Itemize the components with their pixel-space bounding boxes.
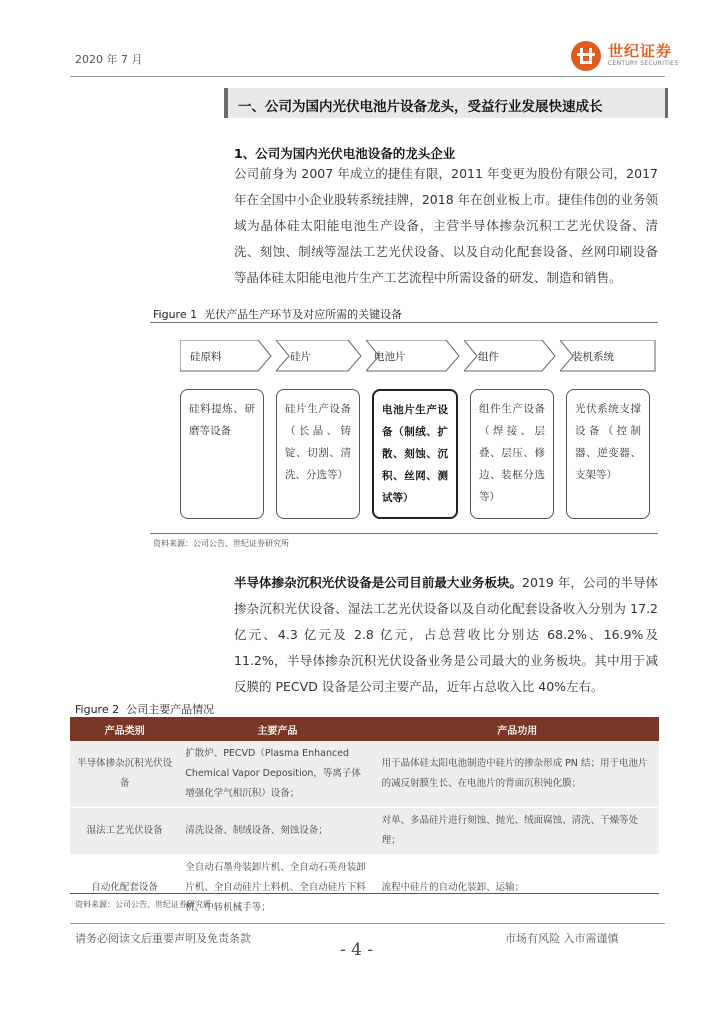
stage-label: 组件 (478, 351, 499, 363)
paragraph-business-segments (234, 570, 658, 700)
logo-mark-icon (570, 40, 602, 72)
section-bar-accent (665, 88, 668, 118)
figure1-caption (153, 306, 402, 322)
subsection-title: 1、公司为国内光伏电池设备的龙头企业 (234, 146, 456, 161)
footer-risk-warning: 市场有风险 入市需谨慎 (505, 932, 619, 945)
stage-label: 电池片 (374, 351, 406, 363)
stage-label: 硅片 (290, 351, 311, 363)
equipment-box-cell: 电池片生产设备（制绒、扩散、刻蚀、沉积、丝网、测试等） (372, 389, 458, 519)
header-divider (70, 76, 665, 77)
stage-arrow-cell (366, 340, 460, 372)
cell-function: 流程中硅片的自动化装卸、运输； (376, 855, 659, 922)
cell-category: 湿法工艺光伏设备 (70, 808, 179, 855)
page-number: - 4 - (340, 940, 374, 960)
table-row (70, 808, 659, 855)
stage-label: 硅原料 (190, 351, 222, 363)
equipment-box-system: 光伏系统支撑设备（控制器、逆变器、支架等） (566, 389, 650, 519)
column-header-category: 产品类别 (70, 717, 179, 741)
logo-text: 世纪证券 (608, 42, 673, 60)
cell-function: 对单、多晶硅片进行刻蚀、抛光、绒面腐蚀、清洗、干燥等处理； (376, 808, 659, 855)
logo-subtext: CENTURY SECURITIES (608, 60, 679, 67)
paragraph-company-background: 公司前身为 2007 年成立的捷佳有限，2011 年变更为股份有限公司，2017 年在全国中小企业股转系统挂牌，2018 年在创业板上市。捷佳伟创的业务领域为晶体硅太阳能电池生产设备，主营半导体掺杂沉积工艺光伏设备、清洗、刻蚀、制绒等湿法工艺光伏设备、以及自动化配套设备、丝网印刷设备等晶体硅太阳能电池片生产工艺流程中所需设备的研发、制造和销售。 (234, 166, 658, 285)
stage-arrow-system (560, 340, 656, 372)
figure1-bottom-rule (150, 533, 658, 534)
figure2-title: 公司主要产品情况 (126, 703, 215, 716)
equipment-box-silicon: 硅料提炼、研磨等设备 (180, 389, 264, 519)
figure1-label: Figure 1 (153, 308, 198, 321)
figure2-caption (75, 701, 214, 717)
figure2-label: Figure 2 (75, 703, 120, 716)
report-date: 2020 年 7 月 (75, 53, 143, 66)
section-heading-bar (224, 88, 668, 118)
cell-products: 全自动石墨舟装卸片机、全自动石英舟装卸片机、全自动硅片上料机、全自动硅片下料机、中转机械手等； (179, 855, 375, 922)
cell-category: 自动化配套设备 (70, 855, 179, 922)
table-row (70, 741, 659, 808)
column-header-products: 主要产品 (179, 717, 375, 741)
stage-arrow-silicon (180, 340, 272, 372)
paragraph-lead-bold: 半导体掺杂沉积光伏设备是公司目前最大业务板块。 (234, 575, 523, 590)
stage-arrow-module (464, 340, 556, 372)
footer-disclaimer: 请务必阅读文后重要声明及免责条款 (75, 932, 251, 945)
figure1-source: 资料来源：公司公告、世纪证券研究所 (153, 539, 289, 548)
figure1-top-rule (150, 322, 658, 323)
column-header-function: 产品功用 (376, 717, 659, 741)
table-bottom-rule (70, 893, 659, 894)
stage-arrow-wafer (276, 340, 362, 372)
section-title: 一、公司为国内光伏电池片设备龙头，受益行业发展快速成长 (238, 99, 603, 115)
cell-category: 半导体掺杂沉积光伏设备 (70, 741, 179, 808)
cell-function: 用于晶体硅太阳电池制造中硅片的掺杂形成 PN 结；用于电池片的减反射膜生长、在电池片的背面沉积钝化膜； (376, 741, 659, 808)
equipment-box-module: 组件生产设备（焊接、层叠、层压、修边、装框分选等） (470, 389, 554, 519)
table-header-row (70, 717, 659, 741)
products-table (70, 717, 659, 922)
figure1-title: 光伏产品生产环节及对应所需的关键设备 (204, 308, 403, 321)
paragraph-body: 2019 年，公司的半导体掺杂沉积光伏设备、湿法工艺光伏设备以及自动化配套设备收入分别为 17.2 亿元、4.3 亿元及 2.8 亿元，占总营收比分别达 68.2%、16.9%及 11.2%，半导体掺杂沉积光伏设备业务是公司最大的业务板块。其中用于减反膜的 PECVD 设备是公司主要产品，近年占总收入比 40%左右。 (234, 575, 658, 694)
stage-label: 装机系统 (572, 351, 614, 363)
figure2-source: 资料来源：公司公告、世纪证券研究所 (75, 900, 211, 909)
footer-divider (70, 923, 665, 924)
table-row (70, 855, 659, 922)
cell-products: 清洗设备、制绒设备、刻蚀设备； (179, 808, 375, 855)
equipment-box-wafer: 硅片生产设备（长晶、铸锭、切割、清洗、分选等） (276, 389, 360, 519)
company-logo (570, 36, 710, 80)
cell-products: 扩散炉、PECVD（Plasma Enhanced Chemical Vapor Deposition，等离子体增强化学气相沉积）设备； (179, 741, 375, 808)
